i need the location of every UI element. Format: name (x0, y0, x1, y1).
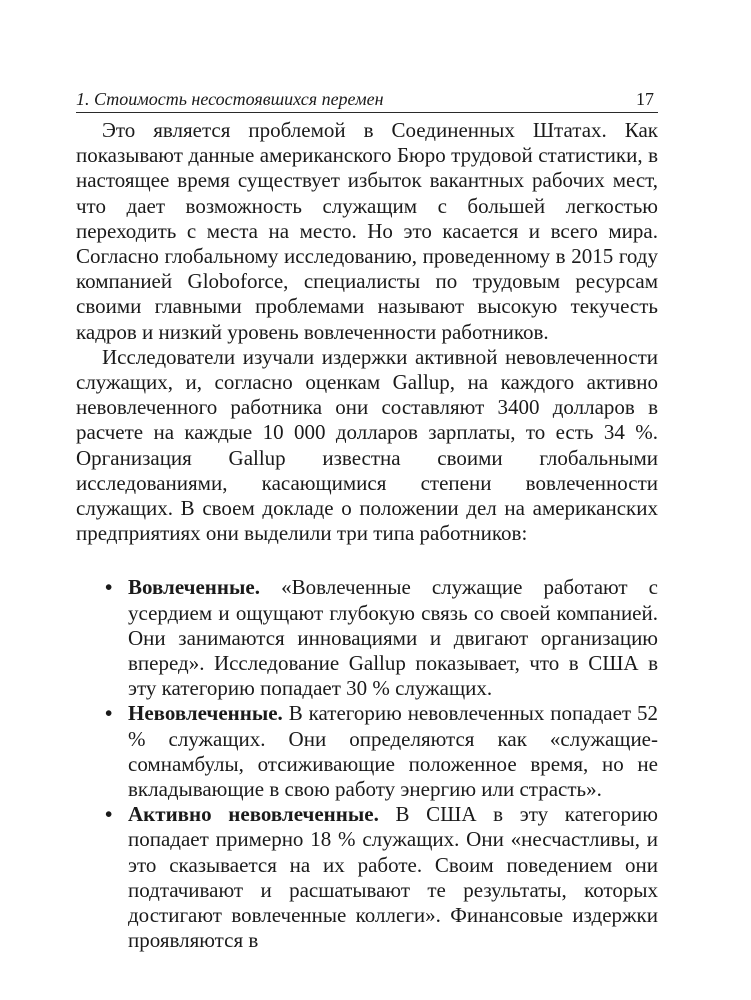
paragraph: Это является проблемой в Соединенных Штатах. Как показывают данные американского Бюро трудовой статистики, в настоящее время существует избыток вакантных рабочих мест, что дает возможность служащим с большей легкостью переходить с места на место. Но это касается и всего мира. Согласно глобальному исследованию, проведенному в 2015 году компанией Globoforce, специалисты по трудовым ресурсам своими главными проблемами называют высокую текучесть кадров и низкий уровень вовлеченности работников. (76, 118, 658, 344)
list-item-engaged (76, 575, 658, 701)
employee-types-list (76, 575, 658, 953)
header-rule (76, 112, 658, 113)
list-item-text: В США в эту категорию попадает примерно 18 % служащих. Они «несчастливы, и это сказывается на их работе. Своим поведением они подтачивают и расшатывают те результаты, которых достигают вовлеченные коллеги». Финансовые издержки проявляются в (128, 802, 658, 953)
body-text (76, 118, 658, 954)
list-item-term: Вовлеченные. (128, 575, 260, 600)
list-item-not-engaged (76, 701, 658, 802)
bullet-icon: • (105, 701, 113, 726)
bullet-icon: • (105, 802, 113, 827)
list-item-term: Активно невовлеченные. (128, 802, 379, 827)
paragraph: Исследователи изучали издержки активной невовлеченности служащих, и, согласно оценкам Gallup, на каждого активно невовлеченного работника они составляют 3400 долларов в расчете на каждые 10 000 долларов зарплаты, то есть 34 %. Организация Gallup известна своими глобальными исследованиями, касающимися степени вовлеченности служащих. В своем докладе о положении дел на американских предприятиях они выделили три типа работников: (76, 344, 658, 546)
list-item-text: «Вовлеченные служащие работают с усердием и ощущают глубокую связь со своей компанией. Они занимаются инновациями и двигают организацию вперед». Исследование Gallup показывает, что в США в эту категорию попадает 30 % служащих. (128, 575, 659, 701)
page-number: 17 (636, 89, 654, 109)
list-item-term: Невовлеченные. (128, 701, 283, 726)
list-item-actively-disengaged (76, 802, 658, 953)
bullet-icon: • (105, 575, 113, 600)
running-header (76, 86, 658, 112)
chapter-title: 1. Стоимость несостоявшихся перемен (76, 89, 384, 109)
list-item-text: В категорию невовлеченных попадает 52 % служащих. Они определяются как «служащие-сомнамбулы, отсиживающие положенное время, но не вкладывающие в свою работу энергию или страсть». (128, 701, 659, 802)
